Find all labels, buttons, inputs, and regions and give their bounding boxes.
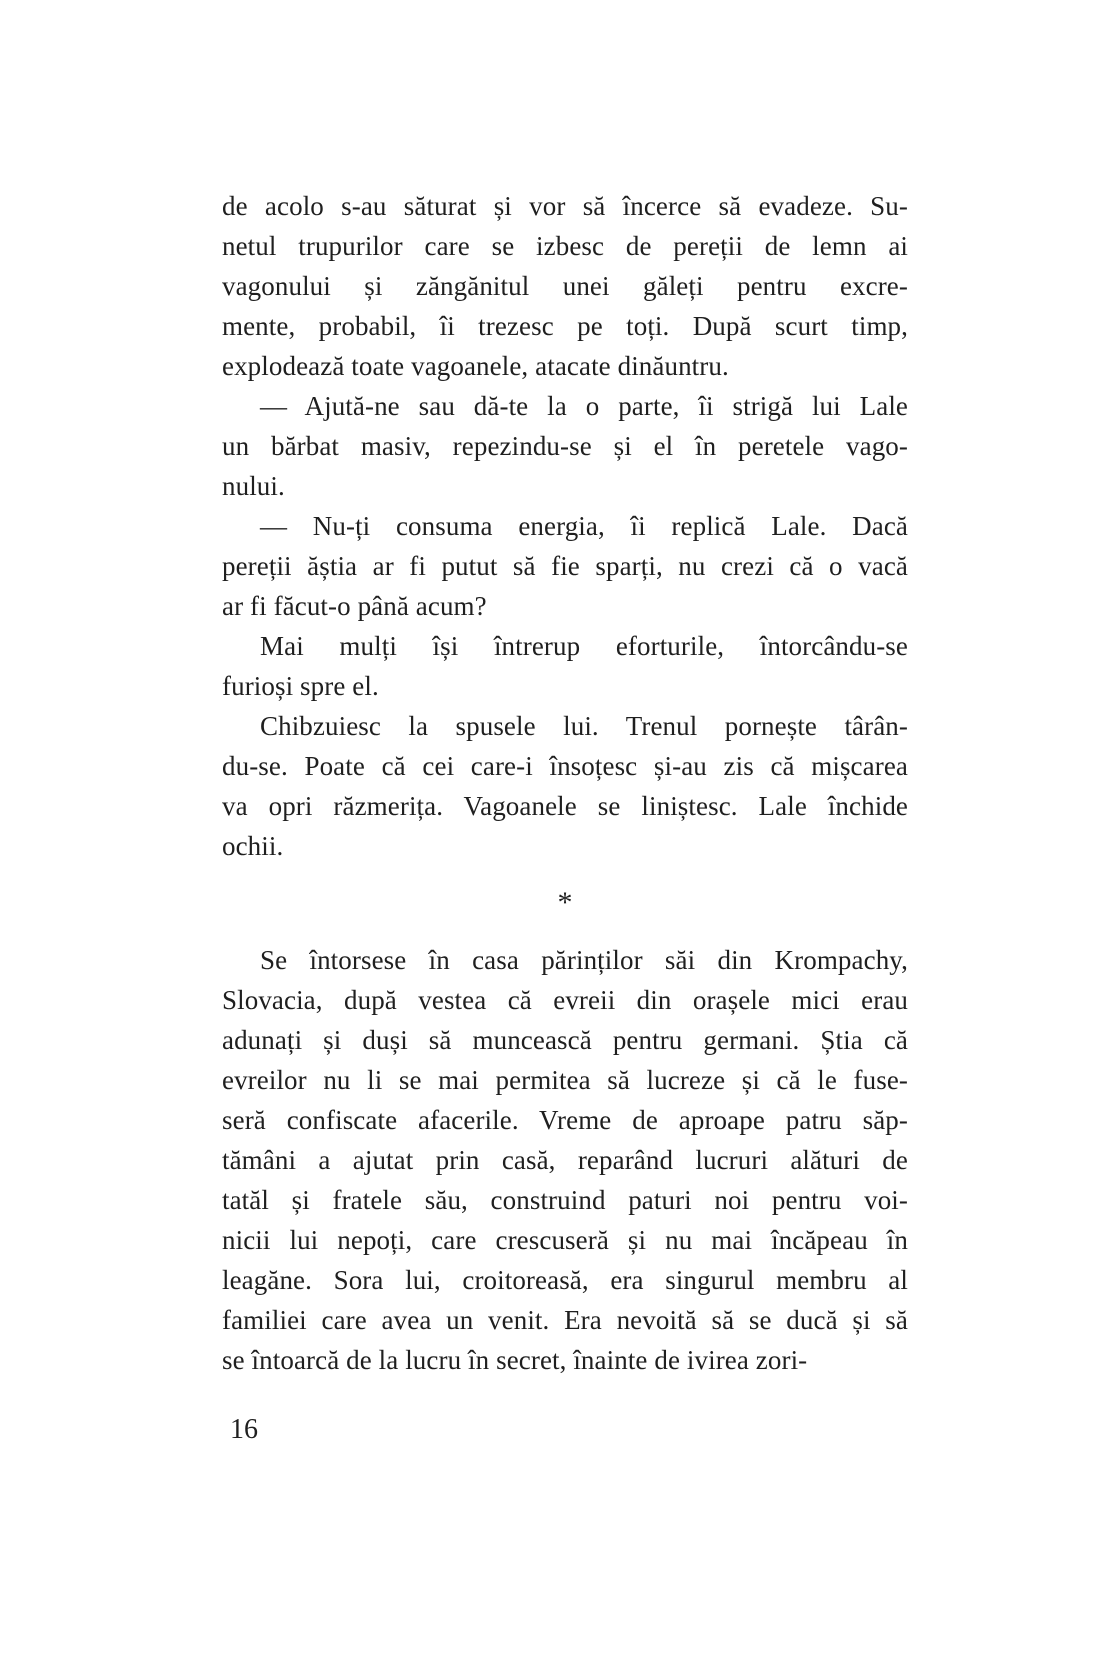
text-line: tatăl și fratele său, construind paturi noi pentru voi- [222, 1185, 908, 1215]
text-line: netul trupurilor care se izbesc de pereții de lemn ai [222, 231, 908, 261]
text-line: pereții ăștia ar fi putut să fie sparți, nu crezi că o vacă [222, 551, 908, 581]
text-line: seră confiscate afacerile. Vreme de aproape patru săp- [222, 1105, 908, 1135]
text-line: de acolo s-au săturat și vor să încerce să evadeze. Su- [222, 191, 908, 221]
text-line: va opri răzmerița. Vagoanele se liniștesc. Lale închide [222, 791, 908, 821]
text-line: ochii. [222, 831, 284, 861]
text-line: evreilor nu li se mai permitea să lucreze și că le fuse- [222, 1065, 908, 1095]
text-line: ar fi făcut-o până acum? [222, 591, 487, 621]
text-line: un bărbat masiv, repezindu-se și el în peretele vago- [222, 431, 908, 461]
page-number: 16 [230, 1414, 258, 1445]
text-line: adunați și duși să muncească pentru germani. Știa că [222, 1025, 908, 1055]
text-line: — Ajută-ne sau dă-te la o parte, îi strigă lui Lale [260, 391, 908, 421]
text-line: nului. [222, 471, 285, 501]
section-separator-asterisk: * [557, 886, 573, 919]
text-line: mente, probabil, îi trezesc pe toți. După scurt timp, [222, 311, 908, 341]
text-line: — Nu-ți consuma energia, îi replică Lale. Dacă [260, 511, 908, 541]
text-line: tămâni a ajutat prin casă, reparând lucruri alături de [222, 1145, 908, 1175]
text-line: familiei care avea un venit. Era nevoită să se ducă și să [222, 1305, 908, 1335]
paragraph [222, 186, 908, 386]
text-line: Chibzuiesc la spusele lui. Trenul pornește târân- [260, 711, 908, 741]
paragraph [222, 940, 908, 1380]
paragraph [222, 706, 908, 866]
paragraph [222, 506, 908, 626]
paragraph [222, 386, 908, 506]
text-line: du-se. Poate că cei care-i însoțesc și-au zis că mișcarea [222, 751, 908, 781]
paragraph [222, 626, 908, 706]
text-line: Se întorsese în casa părinților săi din Krompachy, [260, 945, 908, 975]
body-text [222, 186, 908, 1380]
text-line: Slovacia, după vestea că evreii din orașele mici erau [222, 985, 908, 1015]
text-line: leagăne. Sora lui, croitoreasă, era singurul membru al [222, 1265, 908, 1295]
text-line: se întoarcă de la lucru în secret, înainte de ivirea zori- [222, 1345, 808, 1375]
text-line: vagonului și zăngănitul unei găleți pentru excre- [222, 271, 908, 301]
text-line: furioși spre el. [222, 671, 379, 701]
text-line: Mai mulți își întrerup eforturile, întorcându-se [260, 631, 908, 661]
text-line: explodează toate vagoanele, atacate dinăuntru. [222, 351, 729, 381]
text-line: nicii lui nepoți, care crescuseră și nu mai încăpeau în [222, 1225, 908, 1255]
